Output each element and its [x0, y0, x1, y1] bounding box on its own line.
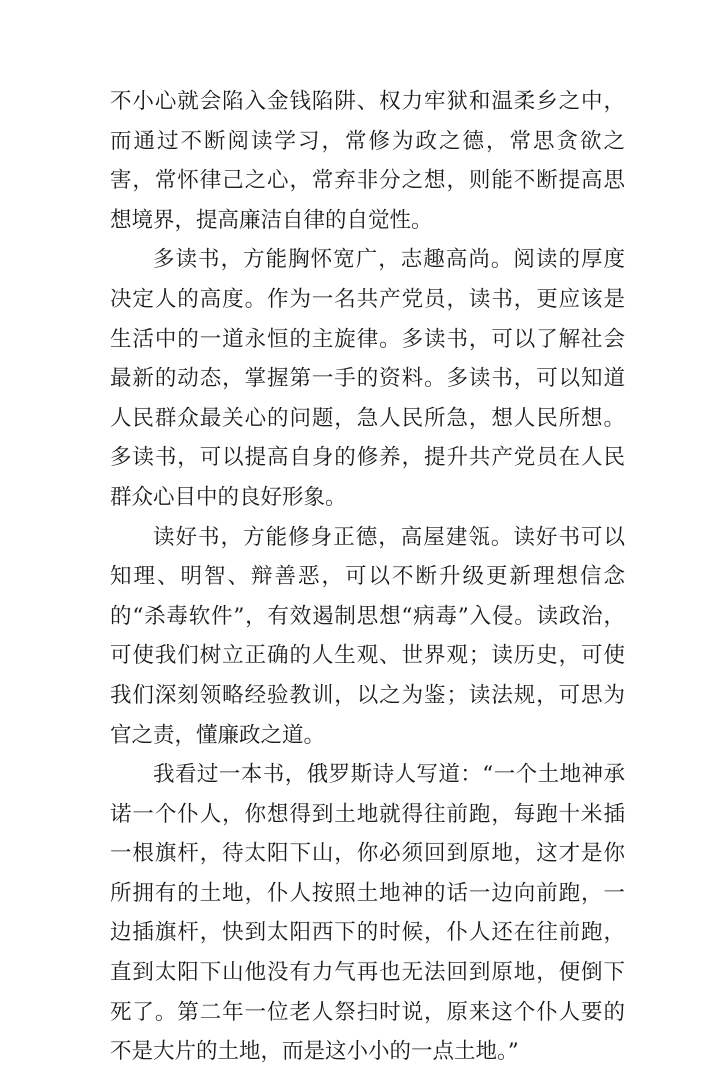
body-text: [110, 82, 625, 1072]
paragraph-4: 我看过一本书，俄罗斯诗人写道：“一个土地神承诺一个仆人，你想得到土地就得往前跑，每跑十米插一根旗杆，待太阳下山，你必须回到原地，这才是你所拥有的土地，仆人按照土地神的话一边向前跑，一边插旗杆，快到太阳西下的时候，仆人还在往前跑，直到太阳下山他没有力气再也无法回到原地，便倒下死了。第二年一位老人祭扫时说，原来这个仆人要的不是大片的土地，而是这小小的一点土地。”: [110, 762, 625, 1065]
paragraph-1: 不小心就会陷入金钱陷阱、权力牢狱和温柔乡之中，而通过不断阅读学习，常修为政之德，常思贪欲之害，常怀律己之心，常弃非分之想，则能不断提高思想境界，提高廉洁自律的自觉性。: [110, 89, 625, 233]
paragraph-2: 多读书，方能胸怀宽广，志趣高尚。阅读的厚度决定人的高度。作为一名共产党员，读书，更应该是生活中的一道永恒的主旋律。多读书，可以了解社会最新的动态，掌握第一手的资料。多读书，可以知道人民群众最关心的问题，急人民所急，想人民所想。多读书，可以提高自身的修养，提升共产党员在人民群众心目中的良好形象。: [110, 247, 625, 510]
paragraph-3: 读好书，方能修身正德，高屋建瓴。读好书可以知理、明智、辩善恶，可以不断升级更新理想信念的“杀毒软件”，有效遏制思想“病毒”入侵。读政治，可使我们树立正确的人生观、世界观；读历史，可使我们深刻领略经验教训，以之为鉴；读法规，可思为官之责，懂廉政之道。: [110, 524, 625, 748]
